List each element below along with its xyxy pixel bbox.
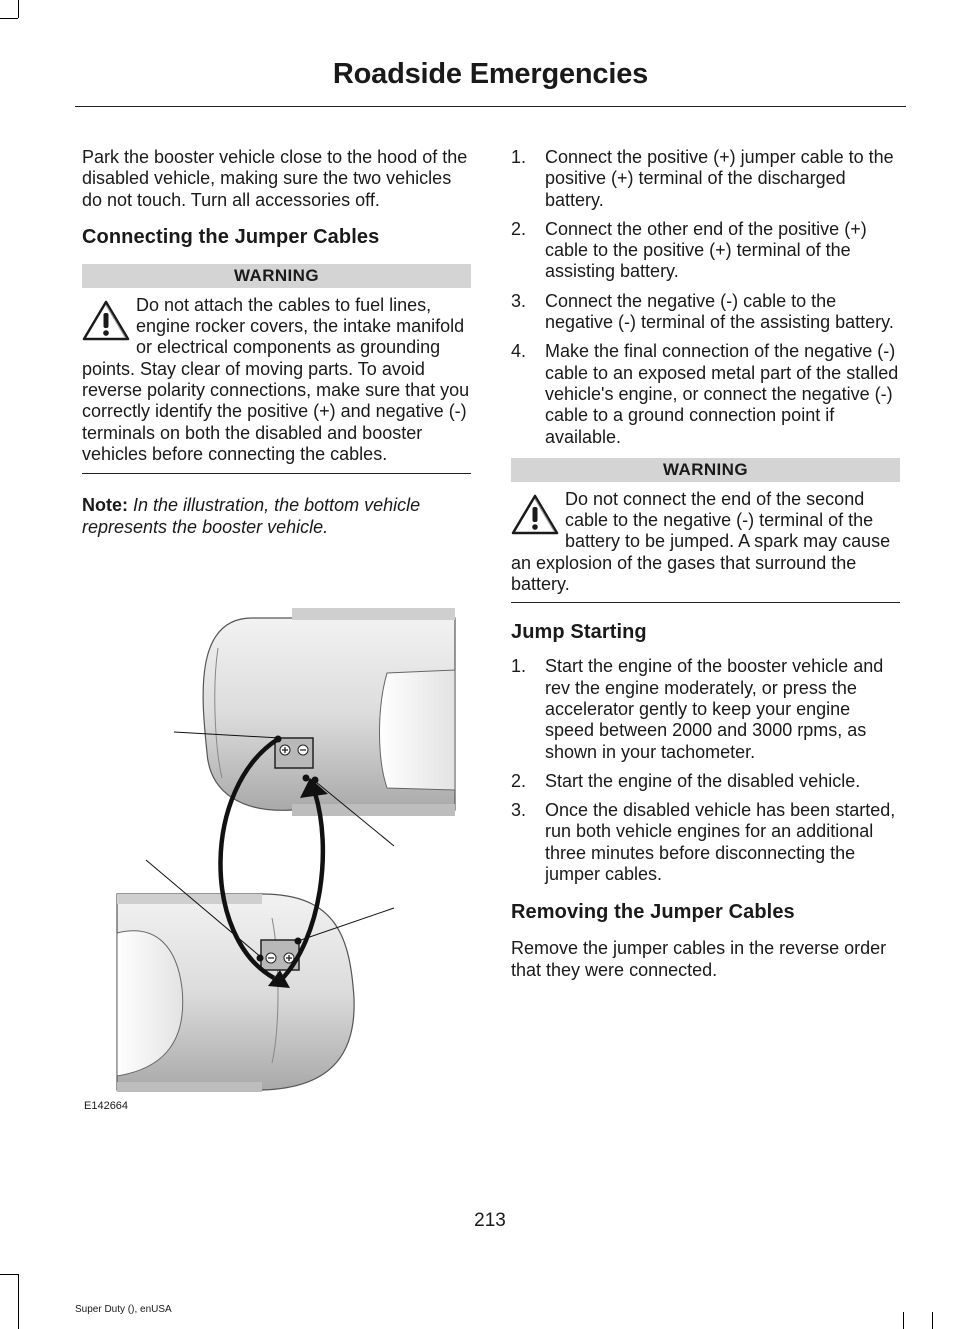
warning-body: [511, 489, 900, 595]
connection-steps: [511, 147, 900, 448]
list-item: 2. Start the engine of the disabled vehicle.: [511, 770, 861, 791]
section-heading-connecting: Connecting the Jumper Cables: [82, 225, 380, 248]
note-paragraph: [82, 495, 471, 538]
warning-text: Do not connect the end of the second cable to the negative (-) terminal of the battery to be jumped. A spark may cause an explosion of the gases that surround the battery.: [511, 488, 891, 595]
section-heading-jump-starting: Jump Starting: [511, 621, 647, 644]
jumper-cable-illustration: [82, 598, 471, 1118]
left-column: [82, 147, 471, 538]
crop-mark: [0, 1274, 18, 1275]
page-number: 213: [474, 1210, 506, 1231]
section-heading-removing: Removing the Jumper Cables: [511, 901, 795, 924]
warning-triangle-icon: [511, 493, 559, 537]
crop-mark: [903, 1312, 904, 1329]
crop-mark: [932, 1312, 933, 1329]
warning-body: [82, 295, 471, 465]
warning-triangle-icon: [82, 299, 130, 343]
intro-paragraph: Park the booster vehicle close to the hood of the disabled vehicle, making sure the two vehicles do not touch. Turn all accessories off.: [82, 147, 468, 210]
crop-mark: [0, 18, 18, 19]
footer-doc-info: Super Duty (), enUSA: [75, 1304, 172, 1315]
warning-label: WARNING: [511, 458, 900, 482]
note-text: In the illustration, the bottom vehicle represents the booster vehicle.: [82, 495, 421, 537]
right-column: [511, 147, 900, 981]
warning-label: WARNING: [82, 264, 471, 288]
warning-text: Do not attach the cables to fuel lines, engine rocker covers, the intake manifold or electrical components as grounding points. Stay clear of moving parts. To avoid reverse polarity connections, make sure that you correctly identify the positive (+) and negative (-) terminals on both the disabled and booster vehicles before connecting the cables.: [82, 294, 470, 464]
warning-divider: [82, 473, 471, 474]
list-item: 4. Make the final connection of the negative (-) cable to an exposed metal part of the stalled vehicle's engine, or connect the negative (-) cable to a ground connection point if available.: [511, 341, 899, 447]
list-item: 3. Once the disabled vehicle has been started, run both vehicle engines for an additional three minutes before disconnecting the jumper cables.: [511, 800, 896, 885]
disabled-battery: [275, 738, 313, 768]
page-title: Roadside Emergencies: [332, 58, 649, 90]
figure-code: E142664: [84, 1100, 129, 1112]
note-label: Note:: [82, 495, 128, 516]
list-item: 3. Connect the negative (-) cable to the negative (-) terminal of the assisting battery.: [511, 290, 894, 333]
list-item: 1. Connect the positive (+) jumper cable to the positive (+) terminal of the discharged battery.: [511, 147, 894, 210]
warning-box: [511, 458, 900, 603]
remove-paragraph: Remove the jumper cables in the reverse order that they were connected.: [511, 938, 887, 980]
warning-divider: [511, 602, 900, 603]
crop-mark: [18, 0, 19, 18]
warning-box: [82, 264, 471, 474]
booster-vehicle: [117, 894, 354, 1092]
title-divider: [75, 106, 906, 107]
list-item: 2. Connect the other end of the positive (+) cable to the positive (+) terminal of the assisting battery.: [511, 218, 867, 282]
list-item: 1. Start the engine of the booster vehicle and rev the engine moderately, or press the accelerator gently to keep your engine speed between 2000 and 3000 rpms, as shown in your tachometer.: [511, 656, 884, 762]
disabled-vehicle: [203, 608, 455, 816]
crop-mark: [18, 1274, 19, 1329]
jump-steps: [511, 656, 900, 885]
